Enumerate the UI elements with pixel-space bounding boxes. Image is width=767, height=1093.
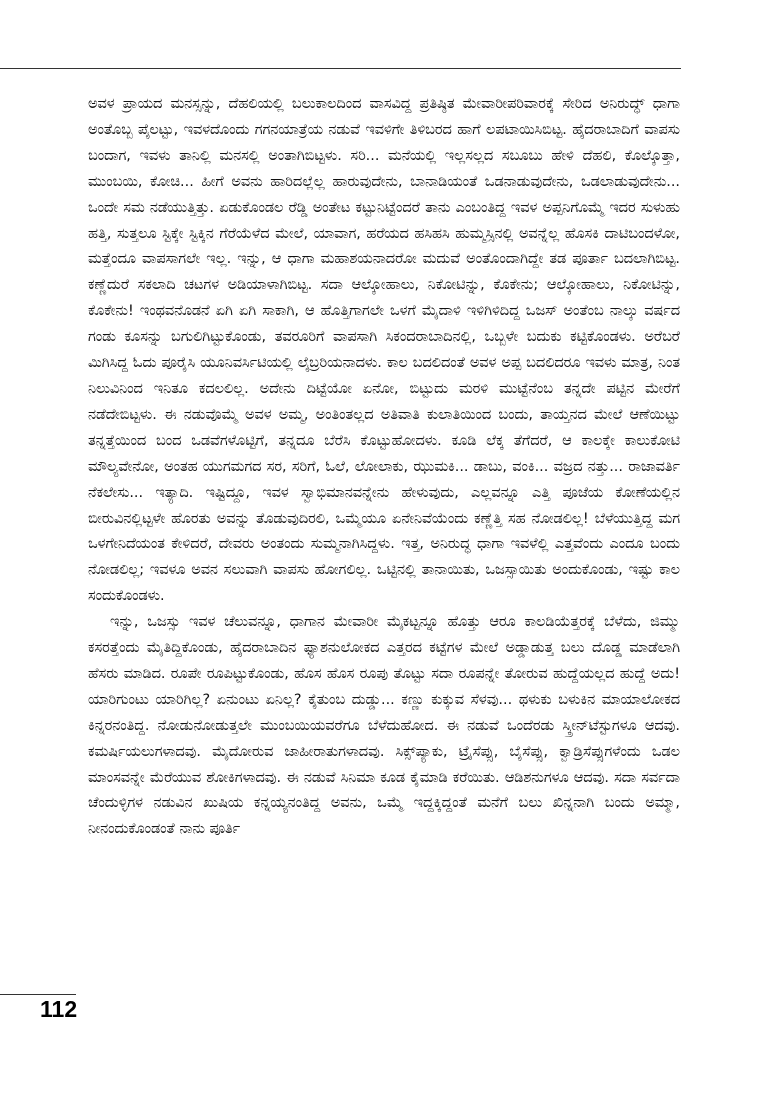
body-paragraph: ಇನ್ನು, ಒಜಸ್ಸು ಇವಳ ಚೆಲುವನ್ನೂ, ಧಾಗಾನ ಮೇವಾರೀ ಮೈಕಟ್ಟನ್ನೂ ಹೊತ್ತು ಆರೂ ಕಾಲಡಿಯೆತ್ತರಕ್ಕೆ ಬೆಳೆದು, ಜಿಮ್ಮು ಕಸರತ್ತೆಂದು ಮೈತಿದ್ದಿಕೊಂಡು, ಹೈದರಾಬಾದಿನ ಫ್ಯಾಶನುಲೋಕದ ಎತ್ತರದ ಕಟ್ಟೆಗಳ ಮೇಲೆ ಅಡ್ಡಾಡುತ್ತ ಬಲು ದೊಡ್ಡ ಮಾಡೆಲಾಗಿ ಹೆಸರು ಮಾಡಿದ. ರೂಪೇ ರೂಪಿಟ್ಟುಕೊಂಡು, ಹೊಸ ಹೊಸ ರೂಪು ತೊಟ್ಟು ಸದಾ ರೂಪನ್ನೇ ತೋರುವ ಹುದ್ದೆಯಲ್ಲದ ಹುದ್ದೆ ಅದು! ಯಾರಿಗುಂಟು ಯಾರಿಗಿಲ್ಲ? ಏನುಂಟು ಏನಿಲ್ಲ? ಕೈತುಂಬ ದುಡ್ಡು... ಕಣ್ಣು ಕುಕ್ಕುವ ಸೆಳವು... ಥಳುಕು ಬಳುಕಿನ ಮಾಯಾಲೋಕದ ಕಿನ್ನರನಂತಿದ್ದ. ನೋಡುನೋಡುತ್ತಲೇ ಮುಂಬಯಿಯವರೆಗೂ ಬೆಳೆದುಹೋದ. ಈ ನಡುವೆ ಒಂದೆರಡು ಸ್ಕ್ರೀನ್‌ಟೆಸ್ಟುಗಳೂ ಆದವು. ಕಮರ್ಷಿಯಲುಗಳಾದವು. ಮೈದೋರುವ ಜಾಹೀರಾತುಗಳಾದವು. ಸಿಕ್ಸ್‌ಪ್ಯಾಕು, ಟ್ರೈಸೆಪ್ಸು, ಬೈಸೆಪ್ಸು, ಕ್ವಾಡ್ರಿಸೆಪ್ಸುಗಳೆಂದು ಒಡಲ ಮಾಂಸವನ್ನೇ ಮೆರೆಯುವ ಶೋಕಿಗಳಾದವು. ಈ ನಡುವೆ ಸಿನಿಮಾ ಕೂಡ ಕೈಮಾಡಿ ಕರೆಯಿತು. ಆಡಿಶನುಗಳೂ ಆದವು. ಸದಾ ಸರ್ವದಾ ಚೆಂದುಳ್ಳಿಗಳ ನಡುವಿನ ಖುಷಿಯ ಕನ್ನಯ್ಯನಂತಿದ್ದ ಅವನು, ಒಮ್ಮೆ ಇದ್ದಕ್ಕಿದ್ದಂತೆ ಮನೆಗೆ ಬಲು ಖಿನ್ನನಾಗಿ ಬಂದು ಅಮ್ಮಾ, ನೀನಂದುಕೊಂಡಂತೆ ನಾನು ಪೂರ್ತಿ [88,614,680,838]
page-body [88,92,680,843]
page-number: 112 [40,996,78,1022]
body-paragraph: ಅವಳ ಪ್ರಾಯದ ಮನಸ್ಸನ್ನು, ದೆಹಲಿಯಲ್ಲಿ ಬಲುಕಾಲದಿಂದ ವಾಸವಿದ್ದ ಪ್ರತಿಷ್ಠಿತ ಮೇವಾರೀಪರಿವಾರಕ್ಕೆ ಸೇರಿದ ಅನಿರುದ್ಧ್ ಧಾಗಾ ಅಂತೊಬ್ಬ ಪೈಲಟ್ಟು, ಇವಳದೊಂದು ಗಗನಯಾತ್ರೆಯ ನಡುವೆ ಇವಳಿಗೇ ತಿಳಿಬರದ ಹಾಗೆ ಲಪಟಾಯಿಸಿಬಿಟ್ಟ. ಹೈದರಾಬಾದಿಗೆ ವಾಪಸು ಬಂದಾಗ, ಇವಳು ತಾನಿಲ್ಲಿ ಮನಸಲ್ಲಿ ಅಂತಾಗಿಬಿಟ್ಟಳು. ಸರಿ... ಮನೆಯಲ್ಲಿ ಇಲ್ಲಸಲ್ಲದ ಸಬೂಬು ಹೇಳಿ ದೆಹಲಿ, ಕೊಲ್ಕೊತ್ತಾ, ಮುಂಬಯಿ, ಕೋಚಿ... ಹೀಗೆ ಅವನು ಹಾರಿದಲ್ಲೆಲ್ಲ ಹಾರುವುದೇನು, ಬಾನಾಡಿಯಂತೆ ಒಡನಾಡುವುದೇನು, ಒಡಲಾಡುವುದೇನು... ಒಂದೇ ಸಮ ನಡೆಯುತ್ತಿತ್ತು. ಏಡುಕೊಂಡಲ ರೆಡ್ಡಿ ಅಂತೇಟ ಕಟ್ಟುನಿಟ್ಟೆಂದರೆ ತಾನು ಎಂಬಂತಿದ್ದ ಇವಳ ಅಪ್ಪನಿಗೊಮ್ಮೆ ಇದರ ಸುಳುಹು ಹತ್ತಿ, ಸುತ್ತಲೂ ಸ್ಟಿಕ್ಕೇ ಸ್ಟಿಕ್ಕಿನ ಗೆರೆಯೆಳೆದ ಮೇಲೆ, ಯಾವಾಗ, ಹರೆಯದ ಹಸಿಹಸಿ ಹುಮ್ಮಸ್ಸಿನಲ್ಲಿ ಅವನ್ನೆಲ್ಲ ಹೊಸಕಿ ದಾಟಿಬಂದಳೋ, ಮತ್ತೆಂದೂ ವಾಪಸಾಗಲೇ ಇಲ್ಲ. ಇನ್ನು, ಆ ಧಾಗಾ ಮಹಾಶಯನಾದರೋ ಮದುವೆ ಅಂತೊಂದಾಗಿದ್ದೇ ತಡ ಪೂರ್ತಾ ಬದಲಾಗಿಬಿಟ್ಟ. ಕಣ್ಣೆದುರೆ ಸಕಲಾದಿ ಚಟಗಳ ಅಡಿಯಾಳಾಗಿಬಿಟ್ಟ. ಸದಾ ಆಲ್ಕೋಹಾಲು, ನಿಕೋಟಿನ್ನು, ಕೊಕೇನು; ಆಲ್ಕೋಹಾಲು, ನಿಕೋಟಿನ್ನು, ಕೊಕೇನು! ಇಂಥವನೊಡನೆ ಏಗಿ ಏಗಿ ಸಾಕಾಗಿ, ಆ ಹೊತ್ತಿಗಾಗಲೇ ಒಳಗೆ ಮೈದಾಳಿ ಇಳಿಗಿಳಿದಿದ್ದ ಒಜಸ್ ಅಂತೆಂಬ ನಾಲ್ಕು ವರ್ಷದ ಗಂಡು ಕೂಸನ್ನು ಬಗುಲಿಗಿಟ್ಟುಕೊಂಡು, ತವರೂರಿಗೆ ವಾಪಸಾಗಿ ಸಿಕಂದರಾಬಾದಿನಲ್ಲಿ, ಒಬ್ಬಳೇ ಬದುಕು ಕಟ್ಟಿಕೊಂಡಳು. ಅರೆಬರೆ ಮಿಗಿಸಿದ್ದ ಓದು ಪೂರೈಸಿ ಯೂನಿವರ್ಸಿಟಿಯಲ್ಲಿ ಲೈಬ್ರರಿಯನಾದಳು. ಕಾಲ ಬದಲಿದಂತೆ ಅವಳ ಅಪ್ಪ ಬದಲಿದರೂ ಇವಳು ಮಾತ್ರ, ನಿಂತ ನಿಲುವಿನಿಂದ ಇನಿತೂ ಕದಲಲಿಲ್ಲ. ಅದೇನು ದಿಟ್ಟೆಯೋ ಏನೋ, ಬಿಟ್ಟುದು ಮರಳಿ ಮುಟ್ಟೆನೆಂಬ ತನ್ನದೇ ಪಟ್ಟಿನ ಮೇರೆಗೆ ನಡೆದೇಬಿಟ್ಟಳು. ಈ ನಡುವೊಮ್ಮೆ ಅವಳ ಅಮ್ಮ, ಅಂತಿಂತಲ್ಲದ ಅತಿವಾತಿ ಕುಲಾತಿಯಿಂದ ಬಂದು, ತಾಯ್ತನದ ಮೇಲೆ ಆಣೆಯಿಟ್ಟು ತನ್ನತ್ತೆಯಿಂದ ಬಂದ ಒಡವೆಗಳೊಟ್ಟಿಗೆ, ತನ್ನದೂ ಬೆರೆಸಿ ಕೊಟ್ಟುಹೋದಳು. ಕೂಡಿ ಲೆಕ್ಕ ತೆಗೆದರೆ, ಆ ಕಾಲಕ್ಕೇ ಕಾಲುಕೋಟಿ ಮೌಲ್ಯವೇನೋ, ಅಂತಹ ಯುಗಮಗದ ಸರ, ಸರಿಗೆ, ಓಲೆ, ಲೋಲಾಕು, ಝುಮಕಿ... ಡಾಬು, ವಂಕಿ... ವಜ್ರದ ನತ್ತು... ರಾಜಾವರ್ತಿ ನೆಕಲೇಸು... ಇತ್ಯಾದಿ. ಇಷ್ಟಿದ್ದೂ, ಇವಳ ಸ್ವಾಭಿಮಾನವನ್ನೇನು ಹೇಳುವುದು, ಎಲ್ಲವನ್ನೂ ಎತ್ತಿ ಪೂಜೆಯ ಕೋಣೆಯಲ್ಲಿನ ಬೀರುವಿನಲ್ಲಿಟ್ಟಳೇ ಹೊರತು ಅವನ್ನು ತೊಡುವುದಿರಲಿ, ಒಮ್ಮೆಯೂ ಏನೇನಿವೆಯೆಂದು ಕಣ್ಣೆತ್ತಿ ಸಹ ನೋಡಲಿಲ್ಲ! ಬೆಳೆಯುತ್ತಿದ್ದ ಮಗ ಒಳಗೇನಿದೆಯಂತ ಕೇಳಿದರೆ, ದೇವರು ಅಂತಂದು ಸುಮ್ಮನಾಗಿಸಿದ್ದಳು. ಇತ್ತ, ಅನಿರುದ್ಧ ಧಾಗಾ ಇವಳೆಲ್ಲಿ ಎತ್ತವೆಂದು ಎಂದೂ ಬಂದು ನೋಡಲಿಲ್ಲ; ಇವಳೂ ಅವನ ಸಲುವಾಗಿ ವಾಪಸು ಹೋಗಲಿಲ್ಲ. ಒಟ್ಟಿನಲ್ಲಿ ತಾನಾಯಿತು, ಒಜಸ್ಸಾಯಿತು ಅಂದುಕೊಂಡು, ಇಷ್ಟು ಕಾಲ ಸಂದುಕೊಂಡಳು. [88,96,681,605]
header-rule [0,68,681,69]
